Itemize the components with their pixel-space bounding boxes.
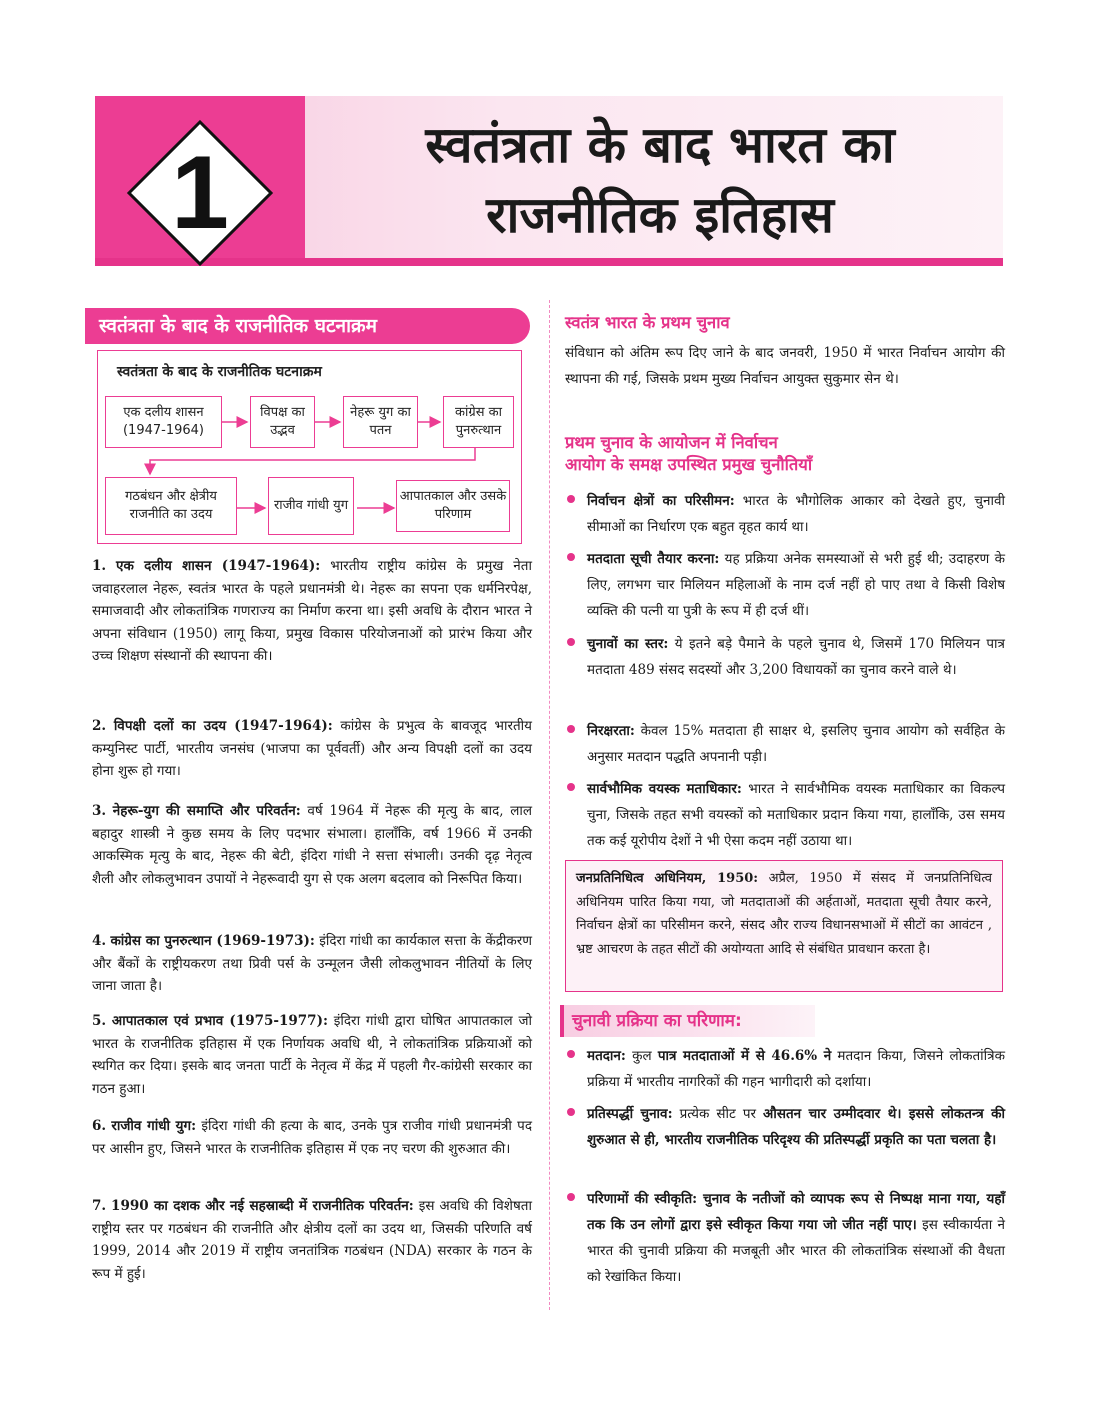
bullet-item: मतदान: कुल पात्र मतदाताओं में से 46.6% ने मतदान किया, जिसने लोकतांत्रिक प्रक्रिया में भारतीय नागरिकों की गहन भागीदारी को दर्शाया।	[565, 1043, 1005, 1095]
bullet-icon	[567, 495, 575, 503]
bullet-icon	[567, 638, 575, 646]
bullet-icon	[567, 1108, 575, 1116]
list-item: 3. नेहरू-युग की समाप्ति और परिवर्तन: वर्ष 1964 में नेहरू की मृत्यु के बाद, लाल बहादुर शास्त्री ने कुछ समय के लिए पदभार संभाला। हालाँकि, वर्ष 1966 में उनकी आकस्मिक मृत्यु के बाद, नेहरू की बेटी, इंदिरा गांधी ने सत्ता संभाली। उनकी दृढ़ नेतृत्व शैली और लोकलुभावन उपायों ने नेहरूवादी युग से एक अलग बदलाव को निरूपित किया।	[92, 803, 532, 887]
flow-arrow	[150, 446, 475, 474]
section-heading-challenges: प्रथम चुनाव के आयोजन में निर्वाचन आयोग के समक्ष उपस्थित प्रमुख चुनौतियाँ	[565, 433, 813, 474]
bullet-icon	[567, 553, 575, 561]
flow-box-emergency: आपातकाल और उसके परिणाम	[396, 480, 510, 532]
paragraph-election-commission: संविधान को अंतिम रूप दिए जाने के बाद जनवरी, 1950 में भारत निर्वाचन आयोग की स्थापना की गई, जिसके प्रथम मुख्य निर्वाचन आयुक्त सुकुमार सेन थे।	[565, 345, 1005, 387]
flow-box-opposition: विपक्ष का उद्भव	[250, 396, 315, 448]
bullet-icon	[567, 1050, 575, 1058]
bullet-item: निरक्षरता: केवल 15% मतदाता ही साक्षर थे, इसलिए चुनाव आयोग को सर्वहित के अनुसार मतदान पद्धति अपनानी पड़ी।	[565, 718, 1005, 770]
list-item: 1. एक दलीय शासन (1947-1964): भारतीय राष्ट्रीय कांग्रेस के प्रमुख नेता जवाहरलाल नेहरू, स्वतंत्र भारत के पहले प्रधानमंत्री थे। नेहरू का सपना एक धर्मनिरपेक्ष, समाजवादी और लोकतांत्रिक गणराज्य का निर्माण करना था। इसी अवधि के दौरान भारत ने अपना संविधान (1950) लागू किया, प्रमुख विकास परियोजनाओं को प्रारंभ किया और उच्च शिक्षण संस्थानों की स्थापना की।	[92, 558, 532, 664]
list-item: 7. 1990 का दशक और नई सहस्राब्दी में राजनीतिक परिवर्तन: इस अवधि की विशेषता राष्ट्रीय स्तर पर गठबंधन की राजनीति और क्षेत्रीय दलों का उदय था, जिसकी परिणति वर्ष 1999, 2014 और 2019 में राष्ट्रीय जनतांत्रिक गठबंधन (NDA) सरकार के गठन के रूप में हुई।	[92, 1198, 532, 1282]
flow-box-rajiv-era: राजीव गांधी युग	[268, 477, 354, 535]
section-heading-results: चुनावी प्रक्रिया का परिणाम:	[560, 1005, 815, 1037]
section-heading-first-elections: स्वतंत्र भारत के प्रथम चुनाव	[565, 313, 730, 332]
flow-box-coalition: गठबंधन और क्षेत्रीय राजनीति का उदय	[105, 477, 237, 535]
bullet-item: परिणामों की स्वीकृति: चुनाव के नतीजों को व्यापक रूप से निष्पक्ष माना गया, यहाँ तक कि उन लोगों द्वारा इसे स्वीकृत किया गया जो जीत नहीं पाए। इस स्वीकार्यता ने भारत की चुनावी प्रक्रिया की मजबूती और भारत की लोकतांत्रिक संस्थाओं की वैधता को रेखांकित किया।	[565, 1186, 1005, 1290]
bullet-item: मतदाता सूची तैयार करना: यह प्रक्रिया अनेक समस्याओं से भरी हुई थी; उदाहरण के लिए, लगभग चार मिलियन महिलाओं के नाम दर्ज नहीं हो पाए तथा वे किसी विशेष व्यक्ति की पत्नी या पुत्री के रूप में ही दर्ज थीं।	[565, 546, 1005, 624]
list-item: 5. आपातकाल एवं प्रभाव (1975-1977): इंदिरा गांधी द्वारा घोषित आपातकाल जो भारत के राजनीतिक इतिहास में एक निर्णायक अवधि थी, ने लोकतांत्रिक प्रक्रियाओं को स्थगित कर दिया। इसके बाद जनता पार्टी के नेतृत्व में केंद्र में पहली गैर-कांग्रेसी सरकार का गठन हुआ।	[92, 1013, 532, 1097]
chapter-title	[330, 110, 990, 250]
flow-box-one-party: एक दलीय शासन (1947-1964)	[105, 396, 222, 448]
list-item: 6. राजीव गांधी युग: इंदिरा गांधी की हत्या के बाद, उनके पुत्र राजीव गांधी प्रधानमंत्री पद पर आसीन हुए, जिसने भारत के राजनीतिक इतिहास में एक नए चरण की शुरुआत की।	[92, 1118, 533, 1157]
bullet-item: निर्वाचन क्षेत्रों का परिसीमन: भारत के भौगोलिक आकार को देखते हुए, चुनावी सीमाओं का निर्धारण एक बहुत वृहत कार्य था।	[565, 488, 1005, 540]
section-heading-left: स्वतंत्रता के बाद के राजनीतिक घटनाक्रम	[85, 308, 530, 344]
bullet-item: सार्वभौमिक वयस्क मताधिकार: भारत ने सार्वभौमिक वयस्क मताधिकार का विकल्प चुना, जिसके तहत सभी वयस्कों को मताधिकार प्रदान किया गया, हालाँकि, उस समय तक कई यूरोपीय देशों ने भी ऐसा कदम नहीं उठाया था।	[565, 776, 1005, 854]
bullet-item: प्रतिस्पर्द्धी चुनाव: प्रत्येक सीट पर औसतन चार उम्मीदवार थे। इससे लोकतन्त्र की शुरुआत से ही, भारतीय राजनीतिक परिदृश्य की प्रतिस्पर्द्धी प्रकृति का पता चलता है।	[565, 1101, 1005, 1153]
chapter-title-line2: राजनीतिक इतिहास	[486, 186, 834, 244]
flowchart-title: स्वतंत्रता के बाद के राजनीतिक घटनाक्रम	[117, 364, 322, 380]
info-box-representation-act: जनप्रतिनिधित्व अधिनियम, 1950: अप्रैल, 1950 में संसद में जनप्रतिनिधित्व अधिनियम पारित किया गया, जो मतदाताओं की अर्हताओं, मतदाता सूची तैयार करने, निर्वाचन क्षेत्रों का परिसीमन करने, संसद और राज्य विधानसभाओं में सीटों का आवंटन , भ्रष्ट आचरण के तहत सीटों की अयोग्यता आदि से संबंधित प्रावधान करता है।	[565, 860, 1003, 992]
chapter-title-line1: स्वतंत्रता के बाद भारत का	[425, 116, 895, 174]
list-item: 2. विपक्षी दलों का उदय (1947-1964): कांग्रेस के प्रभुत्व के बावजूद भारतीय कम्युनिस्ट पार्टी, भारतीय जनसंघ (भाजपा का पूर्ववर्ती) और अन्य विपक्षी दलों का उदय होना शुरू हो गया।	[92, 718, 532, 779]
chapter-number: 1	[171, 135, 229, 251]
bullet-icon	[567, 783, 575, 791]
list-item: 4. कांग्रेस का पुनरुत्थान (1969-1973): इंदिरा गांधी का कार्यकाल सत्ता के केंद्रीकरण और बैंकों के राष्ट्रीयकरण तथा प्रिवी पर्स के उन्मूलन जैसी लोकलुभावन नीतियों के लिए जाना जाता है।	[92, 933, 533, 994]
bullet-item: चुनावों का स्तर: ये इतने बड़े पैमाने के पहले चुनाव थे, जिसमें 170 मिलियन पात्र मतदाता 489 संसद सदस्यों और 3,200 विधायकों का चुनाव करने वाले थे।	[565, 631, 1005, 683]
column-divider	[549, 300, 550, 1310]
flow-box-nehru-decline: नेहरू युग का पतन	[343, 396, 418, 448]
flow-box-congress-revival: कांग्रेस का पुनरुत्थान	[443, 396, 514, 448]
bullet-icon	[567, 1193, 575, 1201]
bullet-icon	[567, 725, 575, 733]
